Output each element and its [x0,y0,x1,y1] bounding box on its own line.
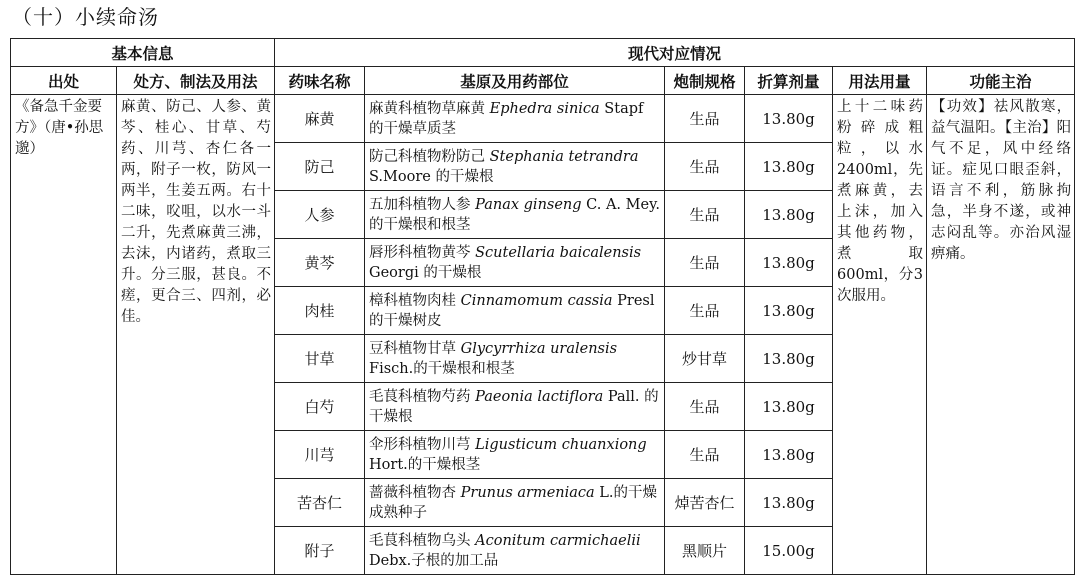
header-source: 出处 [11,67,117,95]
drug-processing: 黑顺片 [665,527,745,575]
drug-origin: 樟科植物肉桂 Cinnamomum cassia Presl 的干燥树皮 [365,287,665,335]
usage-cell: 上十二味药粉碎成粗粒，以水2400ml，先煮麻黄，去上沫，加入其他药物，煮取600ml，分3次服用。 [833,95,927,575]
drug-origin: 伞形科植物川芎 Ligusticum chuanxiong Hort.的干燥根茎 [365,431,665,479]
drug-name: 人参 [275,191,365,239]
drug-dose: 13.80g [745,383,833,431]
drug-processing: 生品 [665,239,745,287]
header-dose: 折算剂量 [745,67,833,95]
drug-processing: 生品 [665,431,745,479]
drug-origin: 毛茛科植物芍药 Paeonia lactiflora Pall. 的干燥根 [365,383,665,431]
header-processing: 炮制规格 [665,67,745,95]
header-basic-info: 基本信息 [11,39,275,67]
drug-name: 麻黄 [275,95,365,143]
table-row [11,95,1075,143]
drug-name: 苦杏仁 [275,479,365,527]
drug-dose: 13.80g [745,287,833,335]
drug-name: 白芍 [275,383,365,431]
header-usage: 用法用量 [833,67,927,95]
drug-processing: 生品 [665,383,745,431]
drug-dose: 13.80g [745,431,833,479]
drug-name: 黄芩 [275,239,365,287]
drug-processing: 生品 [665,143,745,191]
drug-dose: 13.80g [745,191,833,239]
formula-table [10,38,1075,575]
header-function: 功能主治 [927,67,1075,95]
drug-processing: 生品 [665,191,745,239]
drug-name: 防己 [275,143,365,191]
drug-dose: 13.80g [745,95,833,143]
drug-dose: 13.80g [745,143,833,191]
drug-name: 附子 [275,527,365,575]
drug-origin: 麻黄科植物草麻黄 Ephedra sinica Stapf 的干燥草质茎 [365,95,665,143]
header-modern: 现代对应情况 [275,39,1075,67]
drug-name: 甘草 [275,335,365,383]
drug-origin: 五加科植物人参 Panax ginseng C. A. Mey.的干燥根和根茎 [365,191,665,239]
drug-name: 肉桂 [275,287,365,335]
section-title: （十）小续命汤 [12,5,159,29]
drug-dose: 15.00g [745,527,833,575]
drug-origin: 唇形科植物黄芩 Scutellaria baicalensis Georgi 的干燥根 [365,239,665,287]
header-drug-name: 药味名称 [275,67,365,95]
header-prescription: 处方、制法及用法 [117,67,275,95]
drug-processing: 生品 [665,95,745,143]
drug-dose: 13.80g [745,479,833,527]
drug-processing: 炒甘草 [665,335,745,383]
drug-origin: 防己科植物粉防己 Stephania tetrandra S.Moore 的干燥根 [365,143,665,191]
drug-dose: 13.80g [745,335,833,383]
source-cell: 《备急千金要方》（唐•孙思邈） [11,95,117,575]
drug-processing: 生品 [665,287,745,335]
prescription-cell: 麻黄、防己、人参、黄芩、桂心、甘草、芍药、川芎、杏仁各一两，附子一枚，防风一两半，生姜五两。右十二味，㕮咀，以水一斗二升，先煮麻黄三沸，去沫，内诸药，煮取三升。分三服，甚良。不瘥，更合三、四剂，必佳。 [117,95,275,575]
function-cell: 【功效】祛风散寒，益气温阳。【主治】阳气不足，风中经络证。症见口眼歪斜，语言不利，筋脉拘急，半身不遂，或神志闷乱等。亦治风湿痹痛。 [927,95,1075,575]
drug-origin: 毛茛科植物乌头 Aconitum carmichaelii Debx.子根的加工品 [365,527,665,575]
drug-processing: 焯苦杏仁 [665,479,745,527]
drug-dose: 13.80g [745,239,833,287]
header-origin: 基原及用药部位 [365,67,665,95]
drug-origin: 蔷薇科植物杏 Prunus armeniaca L.的干燥成熟种子 [365,479,665,527]
drug-origin: 豆科植物甘草 Glycyrrhiza uralensis Fisch.的干燥根和根茎 [365,335,665,383]
drug-name: 川芎 [275,431,365,479]
